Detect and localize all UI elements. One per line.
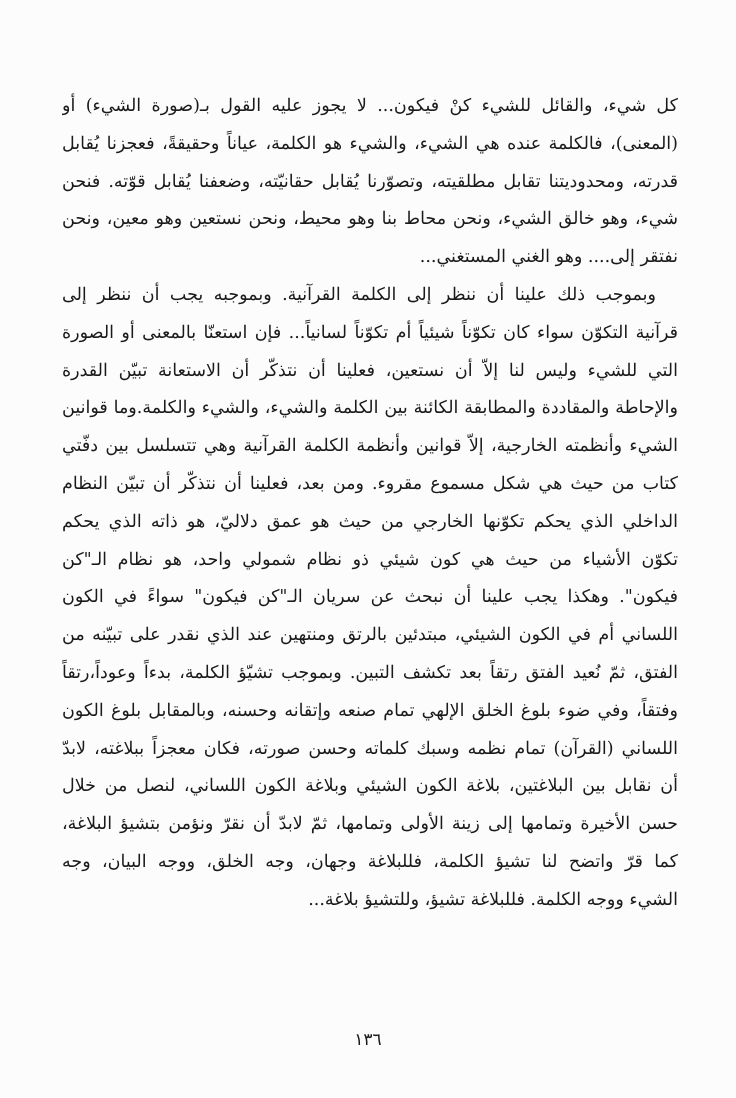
- paragraph-1: [62, 88, 678, 277]
- text-line: الشيء وأنظمته الخارجية، إلاّ قوانين وأنظمة الكلمة القرآنية وهي تتسلسل بين دفّتي: [62, 436, 678, 457]
- text-line: كما قرّ واتضح لنا تشيؤ الكلمة، فللبلاغة وجهان، وجه الخلق، ووجه البيان، وجه: [62, 851, 678, 872]
- text-line: (المعنى)، فالكلمة عنده هي الشيء، والشيء هو الكلمة، عياناً وحقيقةً، فعجزنا يُقابل: [62, 133, 678, 154]
- text-line: حسن الأخيرة وتمامها إلى زينة الأولى وتمامها، ثمّ لابدّ أن نقرّ ونؤمن بتشيؤ البلاغة،: [62, 814, 678, 835]
- body-text: [62, 88, 678, 920]
- page-number: ١٣٦: [354, 1030, 382, 1050]
- text-line: اللساني أم في الكون الشيئي، مبتدئين بالرتق ومنتهين عند الذي نقدر على تبيّنه من: [62, 625, 678, 646]
- text-line: تكوّن الأشياء من حيث هي كون شيئي ذو نظام شمولي واحد، هو نظام الـ"كن: [62, 549, 678, 570]
- text-line: أن نقابل بين البلاغتين، بلاغة الكون الشيئي وبلاغة الكون اللساني، لنصل من خلال: [62, 776, 678, 797]
- text-line: والإحاطة والمقاددة والمطابقة الكائنة بين الكلمة والشيء، والشيء والكلمة.وما قوانين: [62, 398, 678, 419]
- paragraph-2: [62, 277, 678, 920]
- text-line: وفتقاً، وفي ضوء بلوغ الخلق الإلهي تمام صنعه وإتقانه وحسنه، وبالمقابل بلوغ الكون: [62, 700, 678, 721]
- text-line: كل شيء، والقائل للشيء كنْ فيكون... لا يجوز عليه القول بـ(صورة الشيء) أو: [62, 96, 678, 116]
- text-line: الفتق، ثمّ نُعيد الفتق رتقاً بعد تكشف التبين. وبموجب تشيّؤ الكلمة، بدءاً وعوداً،رتقاً: [62, 662, 678, 683]
- text-line: وبموجب ذلك علينا أن ننظر إلى الكلمة القرآنية. وبموجبه يجب أن ننظر إلى: [62, 284, 656, 305]
- text-line: اللساني (القرآن) تمام نظمه وسبك كلماته وحسن صورته، فكان معجزاً ببلاغته، لابدّ: [62, 738, 678, 759]
- text-line: شيء، وهو خالق الشيء، ونحن محاط بنا وهو محيط، ونحن نستعين وهو معين، ونحن: [62, 209, 678, 230]
- text-line: الداخلي الذي يحكم تكوّنها الخارجي من حيث هو عمق دلاليّ، هو ذاته الذي يحكم: [62, 511, 678, 532]
- text-line: التي للشيء وليس لنا إلاّ أن نستعين، فعلينا أن نتذكّر أن الاستعانة تبيّن القدرة: [62, 360, 678, 381]
- text-line: قرآنية التكوّن سواء كان تكوّناً شيئياً أم تكوّناً لسانياً... فإن استعنّا بالمعنى أو الصورة: [62, 322, 678, 343]
- text-line: قدرته، ومحدوديتنا تقابل مطلقيته، وتصوّرنا يُقابل حقانيّته، وضعفنا يُقابل قوّته. فنحن: [62, 171, 678, 192]
- text-line: نفتقر إلى.... وهو الغني المستغني...: [419, 247, 678, 268]
- text-line: فيكون". وهكذا يجب علينا أن نبحث عن سريان الـ"كن فيكون" سواءً في الكون: [62, 587, 678, 608]
- text-line: كتاب من حيث هي شكل مسموع مقروء. ومن بعد، فعلينا أن نتذكّر أن تبيّن النظام: [62, 473, 678, 494]
- text-line: الشيء ووجه الكلمة. فللبلاغة تشيؤ، وللتشيؤ بلاغة...: [308, 889, 678, 910]
